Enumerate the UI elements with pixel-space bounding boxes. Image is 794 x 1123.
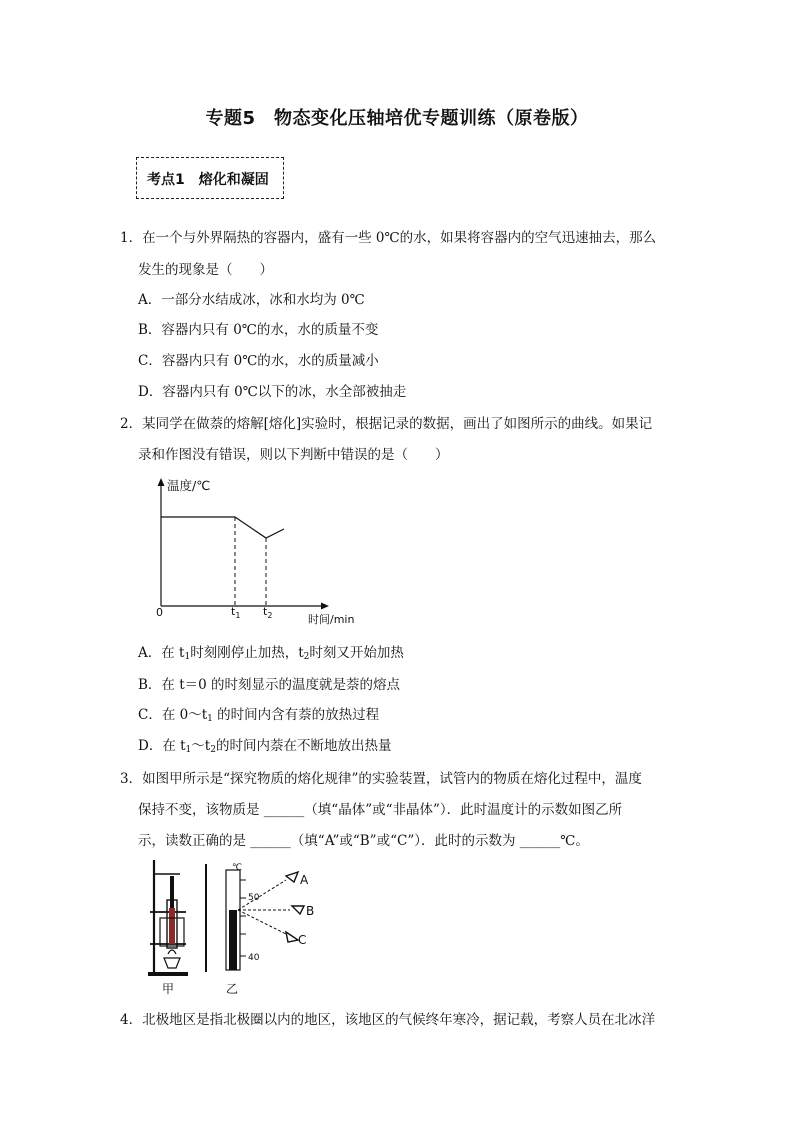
graph-t2-sub: 2 — [267, 611, 273, 620]
graph-t1-sub: 1 — [235, 611, 241, 620]
q1-number: 1． — [120, 230, 143, 246]
graph-x-label: 时间/min — [308, 613, 355, 626]
q4-number: 4． — [120, 1012, 143, 1028]
q1-stem-line1 — [120, 229, 656, 247]
svg-text:t2 — [263, 605, 272, 620]
q2-option-a: A．在 $t_1$时刻刚停止加热，$t_2$时刻又开始加热 — [138, 645, 404, 662]
graph-t1-label: t — [231, 605, 236, 618]
q1-option-c: C．容器内只有 0℃的水，水的质量减小 — [138, 353, 379, 369]
q3-line3: 示，读数正确的是 ______（填“A”或“B”或“C”）．此时的示数为 ______℃。 — [138, 833, 589, 849]
graph-y-label: 温度/℃ — [167, 478, 211, 493]
q1-stem-text-1: 在一个与外界隔热的容器内，盛有一些 0℃的水，如果将容器内的空气迅速抽去，那么 — [142, 230, 657, 246]
page-title: 专题5 物态变化压轴培优专题训练（原卷版） — [205, 108, 589, 129]
caption-yi: 乙 — [226, 982, 239, 996]
q2-stem-text-1: 某同学在做萘的熔解[熔化]实验时，根据记录的数据，画出了如图所示的曲线。如果记 — [142, 416, 653, 432]
graph-x-arrow — [321, 603, 329, 610]
q3-experiment-figure — [140, 858, 340, 998]
graph-temperature-curve — [161, 517, 284, 538]
thermometer-unit: ℃ — [232, 863, 243, 873]
q3-line1 — [120, 770, 642, 788]
caption-jia: 甲 — [162, 982, 175, 996]
q4-text-1: 北极地区是指北极圈以内的地区，该地区的气候终年寒冷，据记载，考察人员在北冰洋 — [142, 1012, 656, 1028]
q2-stem-line2: 录和作图没有错误，则以下判断中错误的是（ ） — [138, 447, 449, 463]
q2-option-c: C．在 $0\sim t_1$ 的时间内含有萘的放热过程 — [138, 707, 380, 724]
eye-label-c: C — [298, 933, 307, 947]
eye-label-a: A — [300, 873, 309, 887]
graph-t2-label: t — [263, 605, 268, 618]
q2-number: 2． — [120, 416, 143, 432]
q1-option-a: A．一部分水结成冰，冰和水均为 0℃ — [138, 292, 365, 308]
q2-option-b: B．在 t＝0 的时刻显示的温度就是萘的熔点 — [138, 677, 401, 693]
graph-origin-label: 0 — [156, 606, 163, 619]
eye-label-b: B — [306, 904, 315, 918]
q1-stem-line2: 发生的现象是（ ） — [138, 262, 273, 278]
section-label: 考点1 熔化和凝固 — [147, 172, 269, 188]
thermometer-tick-40: 40 — [248, 953, 260, 963]
q1-option-b: B．容器内只有 0℃的水，水的质量不变 — [138, 322, 379, 338]
q1-option-d: D．容器内只有 0℃以下的冰，水全部被抽走 — [138, 384, 407, 400]
q3-line2: 保持不变，该物质是 ______（填“晶体”或“非晶体”）．此时温度计的示数如图乙所 — [138, 802, 623, 818]
svg-text:t1 — [231, 605, 240, 620]
apparatus-stand — [148, 860, 188, 976]
q2-temperature-graph — [145, 474, 375, 629]
q2-stem-line1 — [120, 415, 652, 433]
q2-option-d: D．在 $t_1\sim t_2$的时间内萘在不断地放出热量 — [138, 738, 392, 755]
q3-text-1: 如图甲所示是“探究物质的熔化规律”的实验装置，试管内的物质在熔化过程中，温度 — [142, 771, 642, 787]
graph-y-arrow — [158, 478, 165, 486]
thermometer-tick-50: 50 — [248, 893, 260, 903]
q4-line1 — [120, 1011, 655, 1029]
section-header-box — [136, 157, 284, 199]
q3-number: 3． — [120, 771, 143, 787]
